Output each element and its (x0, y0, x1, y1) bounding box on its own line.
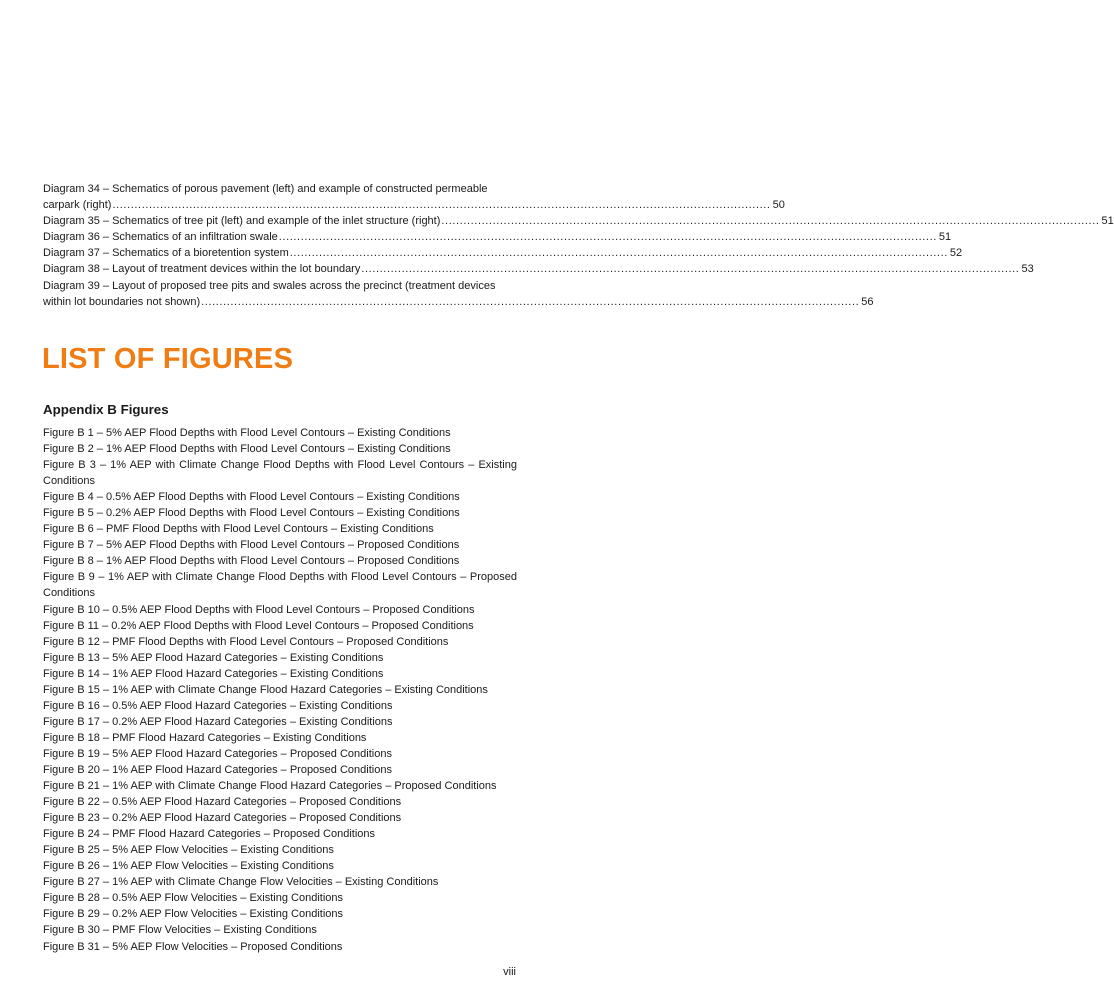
figure-entry[interactable]: Figure B 8 – 1% AEP Flood Depths with Flood Level Contours – Proposed Conditions (43, 555, 460, 568)
figure-entry[interactable]: Figure B 17 – 0.2% AEP Flood Hazard Categories – Existing Conditions (43, 715, 393, 728)
figure-entry[interactable]: Figure B 27 – 1% AEP with Climate Change Flow Velocities – Existing Conditions (43, 876, 439, 889)
appendix-b-figures-heading: Appendix B Figures (43, 402, 169, 417)
diagram-entry-34-continuation: carpark (right) (43, 199, 112, 212)
diagram-entry-34-page: 50 (772, 199, 785, 212)
leader-dots: .................................................................................................................................................................................... (289, 247, 948, 260)
leader-dots: .................................................................................................................................................................................... (361, 263, 1020, 276)
leader-dots: .................................................................................................................................................................................... (441, 215, 1100, 228)
diagram-entry-36-page: 51 (938, 231, 952, 244)
diagram-entry-39-continuation: within lot boundaries not shown) (43, 295, 201, 308)
list-of-diagrams-continued (43, 181, 1114, 310)
figure-entry[interactable]: Figure B 12 – PMF Flood Depths with Flood Level Contours – Proposed Conditions (43, 635, 449, 648)
leader-dots: .................................................................................................................................................................................... (112, 199, 771, 212)
figure-entry[interactable]: Figure B 22 – 0.5% AEP Flood Hazard Categories – Proposed Conditions (43, 796, 402, 809)
figure-entry[interactable]: Figure B 31 – 5% AEP Flow Velocities – Proposed Conditions (43, 940, 343, 953)
figure-entry[interactable]: Figure B 30 – PMF Flow Velocities – Existing Conditions (43, 924, 317, 937)
page-number: viii (503, 966, 516, 978)
figure-entry[interactable]: Figure B 29 – 0.2% AEP Flow Velocities – Existing Conditions (43, 908, 344, 921)
figure-entry[interactable]: Figure B 25 – 5% AEP Flow Velocities – Existing Conditions (43, 844, 334, 857)
diagram-entry-39-line-1: Diagram 39 – Layout of proposed tree pits and swales across the precinct (treatment devices (43, 279, 496, 292)
list-of-figures-heading: LIST OF FIGURES (42, 343, 294, 375)
figure-entry[interactable]: Figure B 20 – 1% AEP Flood Hazard Categories – Proposed Conditions (43, 763, 392, 776)
figure-entry[interactable]: Figure B 2 – 1% AEP Flood Depths with Flood Level Contours – Existing Conditions (43, 443, 451, 456)
diagram-entry-39-line-2 (43, 294, 874, 310)
leader-dots: .................................................................................................................................................................................... (201, 295, 860, 308)
figure-entry[interactable]: Figure B 7 – 5% AEP Flood Depths with Flood Level Contours – Proposed Conditions (43, 539, 460, 552)
figure-entry[interactable]: Figure B 9 – 1% AEP with Climate Change Flood Depths with Flood Level Contours – Proposed Conditions (43, 571, 517, 600)
diagram-entry-34-line-1: Diagram 34 – Schematics of porous pavement (left) and example of constructed permeable (43, 183, 488, 195)
figure-entry[interactable]: Figure B 21 – 1% AEP with Climate Change Flood Hazard Categories – Proposed Conditions (43, 780, 497, 793)
figure-entry[interactable]: Figure B 14 – 1% AEP Flood Hazard Categories – Existing Conditions (43, 667, 384, 680)
diagram-entry-37-title: Diagram 37 – Schematics of a bioretention system (43, 247, 289, 260)
figure-entry[interactable]: Figure B 26 – 1% AEP Flow Velocities – Existing Conditions (43, 860, 334, 873)
leader-dots: .................................................................................................................................................................................... (278, 231, 937, 244)
figure-entry[interactable]: Figure B 4 – 0.5% AEP Flood Depths with Flood Level Contours – Existing Conditions (43, 491, 460, 504)
diagram-entry-39-page: 56 (861, 295, 874, 308)
diagram-entry-36[interactable] (43, 229, 952, 245)
figure-entry[interactable]: Figure B 3 – 1% AEP with Climate Change Flood Depths with Flood Level Contours – Existing Conditions (43, 459, 517, 488)
figure-entry[interactable]: Figure B 18 – PMF Flood Hazard Categories – Existing Conditions (43, 731, 367, 744)
diagram-entry-35[interactable] (43, 213, 1114, 229)
figure-entry[interactable]: Figure B 5 – 0.2% AEP Flood Depths with Flood Level Contours – Existing Conditions (43, 507, 460, 520)
figure-entry[interactable]: Figure B 13 – 5% AEP Flood Hazard Categories – Existing Conditions (43, 651, 384, 664)
diagram-entry-35-page: 51 (1101, 215, 1114, 228)
diagram-entry-34[interactable] (43, 181, 785, 213)
diagram-entry-36-title: Diagram 36 – Schematics of an infiltration swale (43, 231, 278, 244)
figure-entry[interactable]: Figure B 16 – 0.5% AEP Flood Hazard Categories – Existing Conditions (43, 699, 393, 712)
diagram-entry-38[interactable] (43, 261, 1034, 277)
diagram-entry-38-page: 53 (1021, 263, 1034, 276)
diagram-entry-39[interactable] (43, 278, 874, 310)
figure-entry[interactable]: Figure B 19 – 5% AEP Flood Hazard Categories – Proposed Conditions (43, 747, 392, 760)
figure-entry[interactable]: Figure B 1 – 5% AEP Flood Depths with Flood Level Contours – Existing Conditions (43, 427, 451, 439)
figure-entry[interactable]: Figure B 24 – PMF Flood Hazard Categories – Proposed Conditions (43, 828, 376, 841)
diagram-entry-34-line-2 (43, 197, 785, 213)
figure-entry[interactable]: Figure B 11 – 0.2% AEP Flood Depths with Flood Level Contours – Proposed Conditions (43, 619, 474, 632)
figure-entry[interactable]: Figure B 28 – 0.5% AEP Flow Velocities – Existing Conditions (43, 892, 344, 905)
appendix-b-figure-list (43, 425, 517, 955)
diagram-entry-37-page: 52 (949, 247, 963, 260)
figure-entry[interactable]: Figure B 23 – 0.2% AEP Flood Hazard Categories – Proposed Conditions (43, 812, 402, 825)
diagram-entry-38-title: Diagram 38 – Layout of treatment devices within the lot boundary (43, 263, 361, 276)
diagram-entry-37[interactable] (43, 245, 963, 261)
figure-entry[interactable]: Figure B 10 – 0.5% AEP Flood Depths with Flood Level Contours – Proposed Conditions (43, 603, 475, 616)
figure-entry[interactable]: Figure B 15 – 1% AEP with Climate Change Flood Hazard Categories – Existing Conditions (43, 683, 488, 696)
diagram-entry-35-title: Diagram 35 – Schematics of tree pit (left) and example of the inlet structure (right) (43, 215, 441, 228)
figure-entry[interactable]: Figure B 6 – PMF Flood Depths with Flood Level Contours – Existing Conditions (43, 523, 434, 536)
